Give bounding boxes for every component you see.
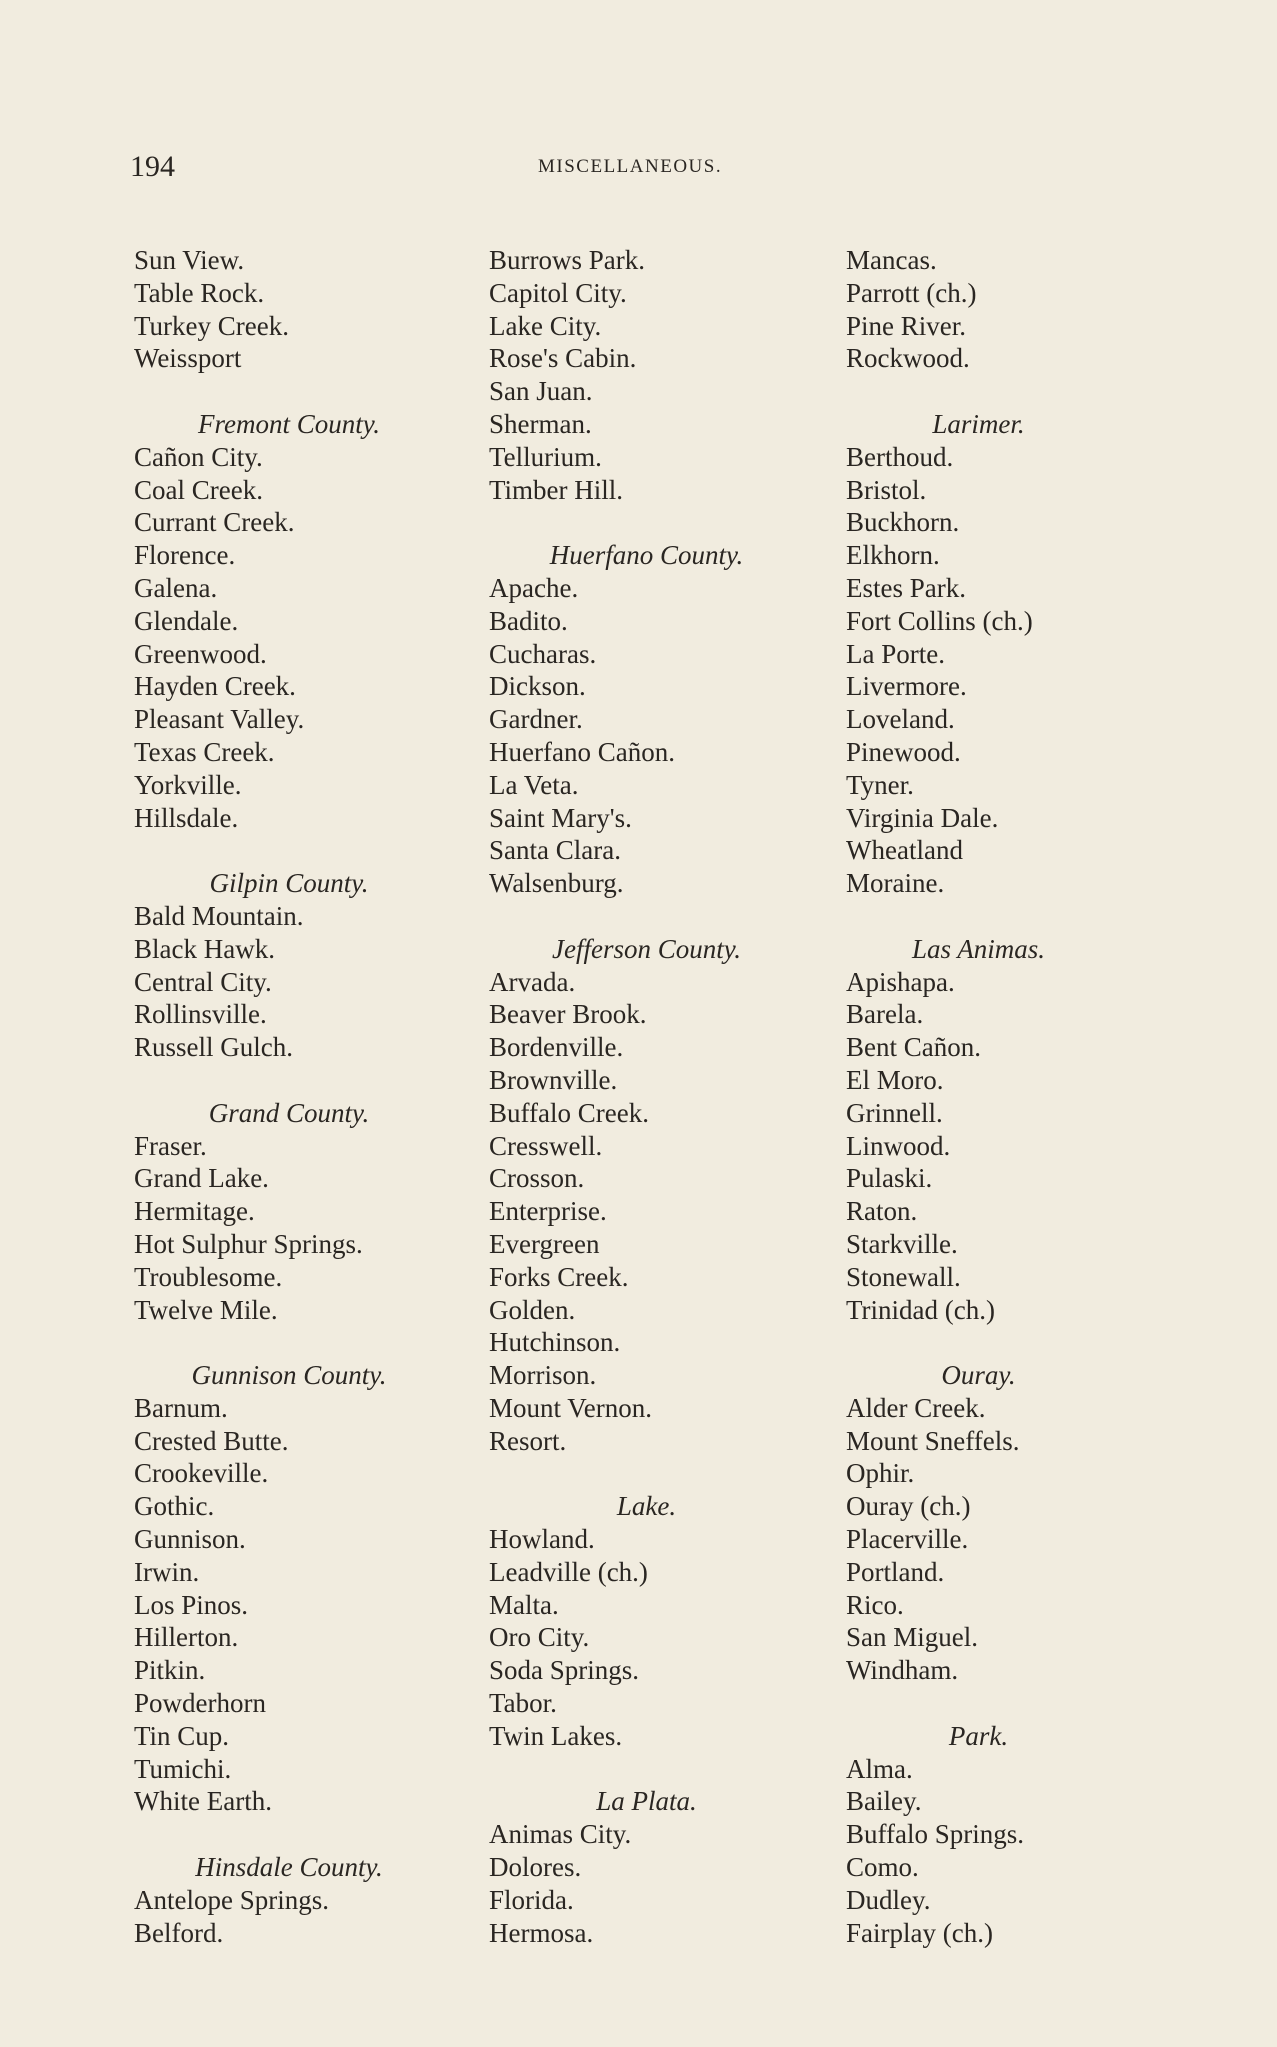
place-entry: Hutchinson. bbox=[489, 1327, 621, 1358]
place-entry: Dickson. bbox=[489, 671, 586, 702]
blank-line bbox=[846, 900, 1226, 933]
place-entry: White Earth. bbox=[134, 1786, 272, 1817]
place-entry: Cañon City. bbox=[134, 441, 263, 472]
place-entry: Gothic. bbox=[134, 1491, 215, 1522]
place-entry: Como. bbox=[846, 1852, 919, 1883]
column-1 bbox=[134, 244, 474, 1949]
place-entry: La Veta. bbox=[489, 769, 579, 800]
place-entry: Crookeville. bbox=[134, 1458, 269, 1489]
place-entry: Soda Springs. bbox=[489, 1655, 640, 1686]
place-entry: Grand Lake. bbox=[134, 1163, 269, 1194]
blank-line bbox=[489, 1457, 829, 1490]
place-entry: Dudley. bbox=[846, 1884, 931, 1915]
place-entry: Sun View. bbox=[134, 245, 245, 275]
place-entry: Enterprise. bbox=[489, 1196, 607, 1227]
place-entry: Florida. bbox=[489, 1884, 574, 1915]
county-heading: Gilpin County. bbox=[209, 868, 369, 899]
place-entry: Gardner. bbox=[489, 704, 583, 735]
county-heading: Larimer. bbox=[932, 408, 1025, 439]
place-entry: Badito. bbox=[489, 605, 568, 636]
place-entry: Black Hawk. bbox=[134, 933, 275, 964]
place-entry: Virginia Dale. bbox=[846, 802, 999, 833]
place-entry: Central City. bbox=[134, 966, 272, 997]
place-entry: Hillsdale. bbox=[134, 802, 239, 833]
place-entry: Powderhorn bbox=[134, 1688, 266, 1719]
place-entry: Belford. bbox=[134, 1917, 224, 1948]
place-entry: Tin Cup. bbox=[134, 1720, 230, 1751]
place-entry: Ophir. bbox=[846, 1458, 915, 1489]
place-entry: Turkey Creek. bbox=[134, 310, 289, 341]
place-entry: Buffalo Springs. bbox=[846, 1819, 1025, 1850]
county-heading: Lake. bbox=[616, 1491, 677, 1522]
place-entry: Crosson. bbox=[489, 1163, 585, 1194]
place-entry: Hermitage. bbox=[134, 1196, 255, 1227]
place-entry: Sherman. bbox=[489, 408, 592, 439]
blank-line bbox=[846, 1326, 1226, 1359]
place-entry: Malta. bbox=[489, 1589, 559, 1620]
place-entry: Ouray (ch.) bbox=[846, 1491, 971, 1522]
place-entry: Cresswell. bbox=[489, 1130, 603, 1161]
blank-line bbox=[134, 1326, 474, 1359]
place-entry: Evergreen bbox=[489, 1228, 600, 1259]
place-entry: Oro City. bbox=[489, 1622, 590, 1653]
county-heading: Hinsdale County. bbox=[195, 1852, 383, 1883]
place-entry: Currant Creek. bbox=[134, 507, 295, 538]
place-entry: Hillerton. bbox=[134, 1622, 239, 1653]
place-entry: Pleasant Valley. bbox=[134, 704, 305, 735]
place-entry: Pinewood. bbox=[846, 736, 961, 767]
place-entry: Antelope Springs. bbox=[134, 1884, 329, 1915]
place-entry: Alma. bbox=[846, 1753, 913, 1784]
place-entry: Golden. bbox=[489, 1294, 576, 1325]
place-entry: Pulaski. bbox=[846, 1163, 933, 1194]
place-entry: Raton. bbox=[846, 1196, 918, 1227]
place-entry: Wheatland bbox=[846, 835, 963, 866]
place-entry: Stonewall. bbox=[846, 1261, 961, 1292]
place-entry: Animas City. bbox=[489, 1819, 632, 1850]
place-entry: Bent Cañon. bbox=[846, 1032, 981, 1063]
county-heading: La Plata. bbox=[596, 1786, 697, 1817]
place-entry: Glendale. bbox=[134, 605, 239, 636]
county-heading: Ouray. bbox=[941, 1360, 1016, 1391]
place-entry: Russell Gulch. bbox=[134, 1032, 293, 1063]
place-entry: Rose's Cabin. bbox=[489, 343, 637, 374]
place-entry: Mancas. bbox=[846, 245, 937, 275]
place-entry: Tumichi. bbox=[134, 1753, 232, 1784]
place-entry: Elkhorn. bbox=[846, 540, 940, 571]
place-entry: Hermosa. bbox=[489, 1917, 594, 1948]
place-entry: Mount Sneffels. bbox=[846, 1425, 1020, 1456]
place-entry: Walsenburg. bbox=[489, 868, 624, 899]
place-entry: Tellurium. bbox=[489, 441, 602, 472]
place-entry: Arvada. bbox=[489, 966, 576, 997]
place-entry: Fairplay (ch.) bbox=[846, 1917, 993, 1948]
place-entry: La Porte. bbox=[846, 638, 945, 669]
place-entry: Los Pinos. bbox=[134, 1589, 249, 1620]
place-entry: Florence. bbox=[134, 540, 236, 571]
place-entry: Dolores. bbox=[489, 1852, 582, 1883]
place-entry: Bald Mountain. bbox=[134, 900, 304, 931]
place-entry: Table Rock. bbox=[134, 277, 265, 308]
place-entry: Portland. bbox=[846, 1556, 945, 1587]
place-entry: Pitkin. bbox=[134, 1655, 206, 1686]
place-entry: Bordenville. bbox=[489, 1032, 624, 1063]
place-entry: Windham. bbox=[846, 1655, 959, 1686]
blank-line bbox=[489, 900, 829, 933]
place-entry: Beaver Brook. bbox=[489, 999, 647, 1030]
county-heading: Grand County. bbox=[208, 1097, 370, 1128]
place-entry: Linwood. bbox=[846, 1130, 951, 1161]
place-entry: Texas Creek. bbox=[134, 736, 275, 767]
place-entry: Barela. bbox=[846, 999, 924, 1030]
place-entry: Twelve Mile. bbox=[134, 1294, 278, 1325]
place-entry: Coal Creek. bbox=[134, 474, 263, 505]
place-entry: Fort Collins (ch.) bbox=[846, 605, 1033, 636]
place-entry: Troublesome. bbox=[134, 1261, 283, 1292]
place-entry: Rico. bbox=[846, 1589, 904, 1620]
place-entry: Lake City. bbox=[489, 310, 602, 341]
place-entry: Starkville. bbox=[846, 1228, 958, 1259]
place-entry: Greenwood. bbox=[134, 638, 267, 669]
place-entry: Loveland. bbox=[846, 704, 955, 735]
place-entry: Timber Hill. bbox=[489, 474, 624, 505]
place-entry: Forks Creek. bbox=[489, 1261, 629, 1292]
place-entry: Burrows Park. bbox=[489, 245, 645, 275]
place-entry: Twin Lakes. bbox=[489, 1720, 623, 1751]
place-entry: Alder Creek. bbox=[846, 1392, 986, 1423]
county-heading: Las Animas. bbox=[911, 933, 1046, 964]
place-entry: Gunnison. bbox=[134, 1524, 246, 1555]
place-entry: Howland. bbox=[489, 1524, 595, 1555]
county-heading: Park. bbox=[948, 1720, 1009, 1751]
place-entry: Berthoud. bbox=[846, 441, 954, 472]
place-entry: Trinidad (ch.) bbox=[846, 1294, 995, 1325]
running-head: MISCELLANEOUS. bbox=[538, 156, 723, 177]
place-entry: Morrison. bbox=[489, 1360, 597, 1391]
column-3 bbox=[846, 244, 1226, 1949]
place-entry: Apache. bbox=[489, 572, 579, 603]
place-entry: Placerville. bbox=[846, 1524, 969, 1555]
county-heading: Gunnison County. bbox=[191, 1360, 387, 1391]
place-entry: Parrott (ch.) bbox=[846, 277, 977, 308]
place-entry: Mount Vernon. bbox=[489, 1392, 653, 1423]
place-entry: Fraser. bbox=[134, 1130, 207, 1161]
blank-line bbox=[846, 375, 1226, 408]
place-entry: Crested Butte. bbox=[134, 1425, 289, 1456]
place-entry: Saint Mary's. bbox=[489, 802, 632, 833]
place-entry: Livermore. bbox=[846, 671, 967, 702]
county-heading: Fremont County. bbox=[198, 408, 380, 439]
place-entry: Rockwood. bbox=[846, 343, 970, 374]
place-entry: Weissport bbox=[134, 343, 242, 374]
blank-line bbox=[846, 1687, 1226, 1720]
place-entry: Moraine. bbox=[846, 868, 945, 899]
page-number: 194 bbox=[130, 150, 175, 183]
county-heading: Huerfano County. bbox=[549, 540, 744, 571]
place-entry: Grinnell. bbox=[846, 1097, 943, 1128]
blank-line bbox=[134, 1818, 474, 1851]
place-entry: Irwin. bbox=[134, 1556, 200, 1587]
blank-line bbox=[134, 834, 474, 867]
blank-line bbox=[489, 1753, 829, 1786]
place-entry: Barnum. bbox=[134, 1392, 228, 1423]
place-entry: Buckhorn. bbox=[846, 507, 960, 538]
blank-line bbox=[134, 1064, 474, 1097]
place-entry: Brownville. bbox=[489, 1064, 618, 1095]
county-heading: Jefferson County. bbox=[552, 933, 741, 964]
place-entry: Hot Sulphur Springs. bbox=[134, 1228, 363, 1259]
place-entry: Huerfano Cañon. bbox=[489, 736, 675, 767]
place-entry: Galena. bbox=[134, 572, 218, 603]
place-entry: Capitol City. bbox=[489, 277, 627, 308]
place-entry: Cucharas. bbox=[489, 638, 597, 669]
place-entry: Santa Clara. bbox=[489, 835, 621, 866]
place-entry: Bailey. bbox=[846, 1786, 922, 1817]
place-entry: Tyner. bbox=[846, 769, 914, 800]
place-entry: Buffalo Creek. bbox=[489, 1097, 649, 1128]
place-entry: Tabor. bbox=[489, 1688, 557, 1719]
place-entry: Rollinsville. bbox=[134, 999, 267, 1030]
column-2 bbox=[489, 244, 829, 1949]
place-entry: Pine River. bbox=[846, 310, 966, 341]
blank-line bbox=[489, 506, 829, 539]
place-entry: Yorkville. bbox=[134, 769, 242, 800]
place-entry: Apishapa. bbox=[846, 966, 955, 997]
place-entry: San Juan. bbox=[489, 376, 593, 407]
place-entry: Resort. bbox=[489, 1425, 567, 1456]
place-entry: Bristol. bbox=[846, 474, 927, 505]
place-entry: San Miguel. bbox=[846, 1622, 978, 1653]
place-entry: Hayden Creek. bbox=[134, 671, 296, 702]
place-entry: El Moro. bbox=[846, 1064, 944, 1095]
place-entry: Leadville (ch.) bbox=[489, 1556, 648, 1587]
blank-line bbox=[134, 375, 474, 408]
place-entry: Estes Park. bbox=[846, 572, 966, 603]
